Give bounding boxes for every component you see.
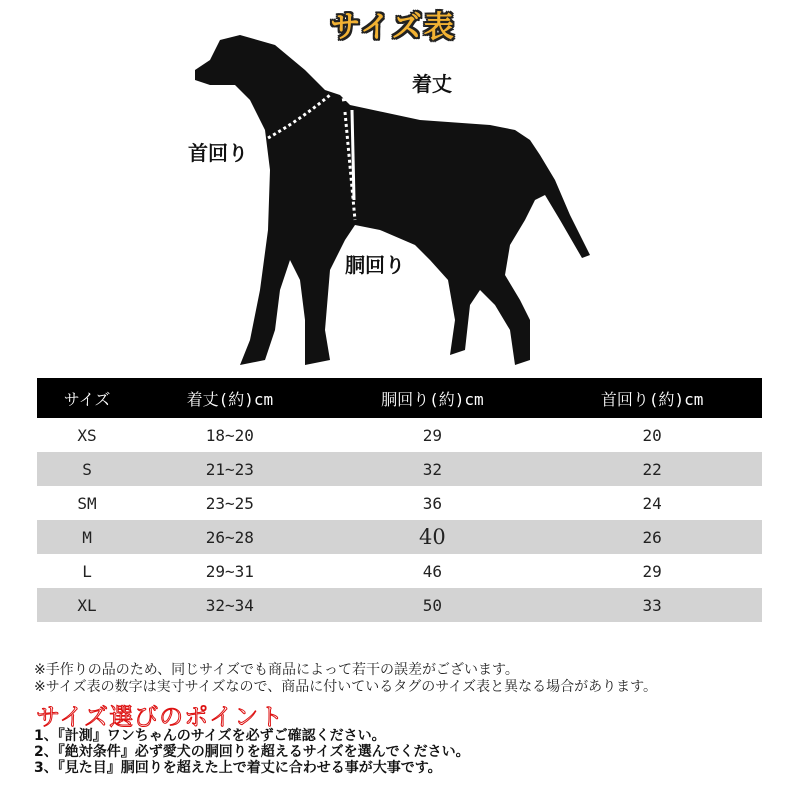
dog-silhouette-diagram bbox=[180, 30, 620, 375]
cell: SM bbox=[77, 493, 97, 513]
size-table bbox=[37, 378, 762, 622]
cell: 18~20 bbox=[205, 425, 254, 445]
header-chest: 胴回り(約)cm bbox=[323, 378, 543, 418]
header-neck: 首回り(約)cm bbox=[542, 378, 762, 418]
cell: S bbox=[37, 452, 137, 486]
cell: 32 bbox=[323, 452, 543, 486]
dog-silhouette bbox=[195, 35, 590, 365]
length-label: 着丈 bbox=[412, 72, 452, 96]
cell: 40 bbox=[323, 520, 543, 554]
point-item: 3、『見た目』胴回りを超えた上で着丈に合わせる事が大事です。 bbox=[34, 760, 442, 776]
table-row bbox=[37, 486, 762, 520]
cell: 36 bbox=[422, 493, 443, 513]
points-list bbox=[34, 728, 470, 776]
cell: M bbox=[37, 520, 137, 554]
cell: L bbox=[82, 561, 92, 581]
point-item: 2、『絶対条件』必ず愛犬の胴回りを超えるサイズを選んでください。 bbox=[34, 744, 470, 760]
point-item: 1、『計測』ワンちゃんのサイズを必ずご確認ください。 bbox=[34, 728, 386, 744]
cell: 26 bbox=[542, 520, 762, 554]
chest-label: 胴回り bbox=[345, 253, 405, 277]
neck-label: 首回り bbox=[188, 141, 248, 165]
table-row bbox=[37, 452, 762, 486]
table-row bbox=[37, 588, 762, 622]
cell: 46 bbox=[422, 561, 443, 581]
cell: 26~28 bbox=[137, 520, 322, 554]
table-row bbox=[37, 418, 762, 452]
page-title: サイズ表 bbox=[330, 10, 456, 45]
cell: 33 bbox=[542, 588, 762, 622]
cell: 20 bbox=[642, 425, 662, 445]
cell: 23~25 bbox=[205, 493, 254, 513]
notes bbox=[34, 662, 657, 696]
table-row bbox=[37, 520, 762, 554]
table-row bbox=[37, 554, 762, 588]
cell: XS bbox=[77, 425, 97, 445]
cell: 22 bbox=[542, 452, 762, 486]
note: ※手作りの品のため、同じサイズでも商品によって若干の誤差がございます。 bbox=[34, 662, 519, 678]
cell: 29~31 bbox=[205, 561, 254, 581]
points-title: サイズ選びのポイント bbox=[36, 703, 285, 731]
note: ※サイズ表の数字は実寸サイズなので、商品に付いているタグのサイズ表と異なる場合があります。 bbox=[34, 679, 657, 695]
chest-arrow bbox=[352, 110, 354, 200]
cell: 29 bbox=[422, 425, 443, 445]
cell: XL bbox=[37, 588, 137, 622]
cell: 50 bbox=[323, 588, 543, 622]
cell: 21~23 bbox=[137, 452, 322, 486]
cell: 29 bbox=[642, 561, 662, 581]
cell: 32~34 bbox=[137, 588, 322, 622]
header-length: 着丈(約)cm bbox=[137, 378, 322, 418]
header-size: サイズ bbox=[37, 378, 137, 418]
cell: 24 bbox=[642, 493, 662, 513]
